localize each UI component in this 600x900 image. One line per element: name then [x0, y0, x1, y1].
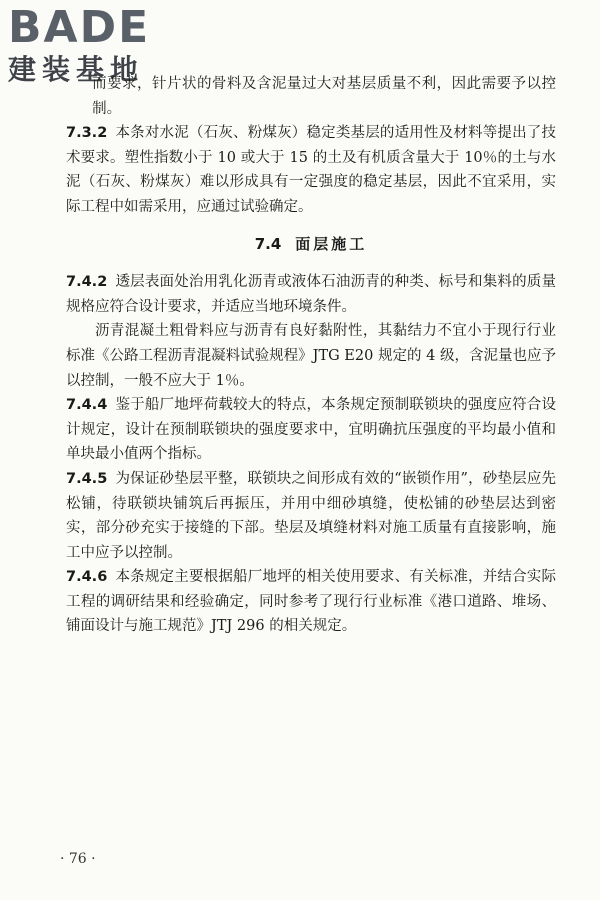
clause-number: 7.4.2 [66, 274, 108, 291]
paragraph-continuation [66, 72, 556, 121]
logo-subtitle: 建装基地 [8, 53, 145, 86]
paragraph-text: 透层表面处治用乳化沥青或液体石油沥青的种类、标号和集料的质量规格应符合设计要求，并适应当地环境条件。 [66, 274, 556, 315]
paragraph-text: 而要求，针片状的骨料及含泥量过大对基层质量不利，因此需要予以控制。 [92, 76, 556, 117]
section-number: 7.4 [254, 234, 282, 253]
clause-7-4-3-text [66, 319, 556, 393]
paragraph-text: 为保证砂垫层平整，联锁块之间形成有效的“嵌锁作用”，砂垫层应先松铺，待联锁块铺筑后再振压，并用中细砂填缝，使松铺的砂垫层达到密实，部分砂充实于接缝的下部。垫层及填缝材料对施工质量有直接影响，施工中应予以控制。 [66, 470, 556, 561]
paragraph-text: 本条规定主要根据船厂地坪的相关使用要求、有关标准，并结合实际工程的调研结果和经验确定，同时参考了现行行业标准《港口道路、堆场、铺面设计与施工规范》JTJ 296 的相关规定。 [66, 569, 556, 635]
clause-7-4-4 [66, 393, 556, 467]
clause-7-3-2 [66, 121, 556, 219]
clause-number: 7.4.5 [66, 470, 108, 487]
clause-7-4-5 [66, 467, 556, 565]
section-heading [66, 232, 556, 257]
clause-number: 7.3.2 [66, 125, 108, 142]
paragraph-text: 沥青混凝土粗骨料应与沥青有良好黏附性，其黏结力不宜小于现行行业标准《公路工程沥青混凝料试验规程》JTG E20 规定的 4 级，含泥量也应予以控制，一般不应大于 1％。 [66, 323, 556, 389]
document-body [66, 72, 556, 639]
clause-7-4-2 [66, 270, 556, 319]
clause-7-4-6 [66, 565, 556, 639]
clause-number: 7.4.4 [66, 397, 108, 414]
logo-wordmark: BADE [8, 2, 151, 53]
paragraph-text: 本条对水泥（石灰、粉煤灰）稳定类基层的适用性及材料等提出了技术要求。塑性指数小于 10 或大于 15 的土及有机质含量大于 10％的土与水泥（石灰、粉煤灰）难以形成具有一定强度的稳定基层，因此不宜采用，实际工程中如需采用，应通过试验确定。 [66, 125, 556, 215]
page-number: · 76 · [60, 851, 96, 867]
paragraph-text: 鉴于船厂地坪荷载较大的特点，本条规定预制联锁块的强度应符合设计规定，设计在预制联锁块的强度要求中，宜明确抗压强度的平均最小值和单块最小值两个指标。 [66, 397, 556, 463]
clause-number: 7.4.6 [66, 569, 108, 586]
section-title: 面层施工 [295, 234, 368, 253]
